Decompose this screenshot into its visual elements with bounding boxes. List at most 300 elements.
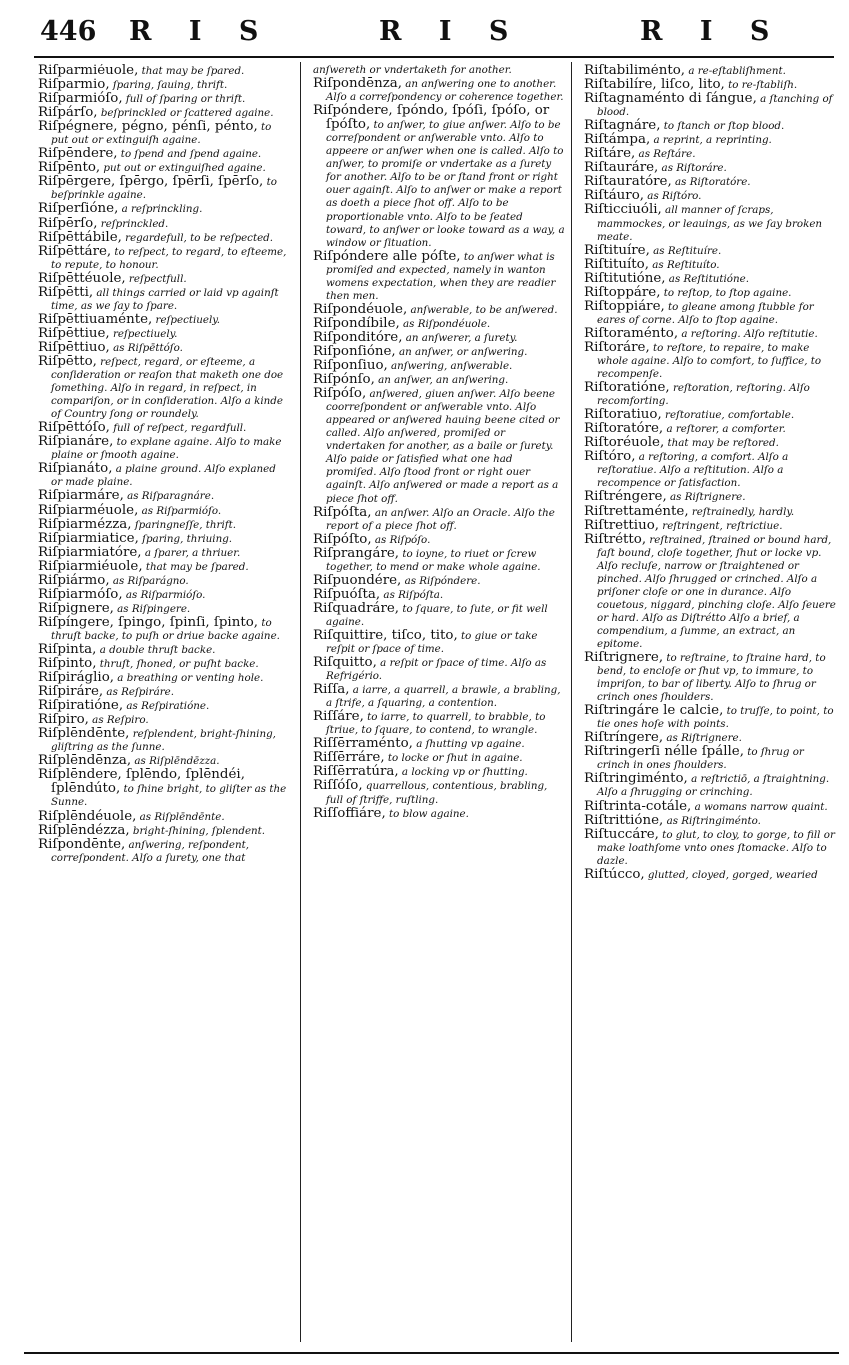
dictionary-entry bbox=[38, 643, 290, 657]
entry-headword: Riſpēttiue, bbox=[38, 325, 110, 341]
dictionary-entry bbox=[584, 422, 836, 436]
dictionary-entry bbox=[584, 189, 836, 203]
dictionary-entry bbox=[313, 533, 565, 547]
entry-definition: a reſtorer, a comforter. bbox=[663, 423, 786, 436]
entry-definition: reſtringent, reſtrictiue. bbox=[659, 519, 783, 532]
dictionary-entry bbox=[584, 175, 836, 189]
dictionary-entry bbox=[584, 868, 836, 882]
dictionary-entry bbox=[38, 272, 290, 286]
dictionary-entry bbox=[38, 824, 290, 838]
dictionary-entry bbox=[584, 490, 836, 504]
dictionary-entry bbox=[313, 345, 565, 359]
entry-headword: Riſtámpa, bbox=[584, 132, 651, 148]
entry-headword: Riſplēndéuole, bbox=[38, 808, 137, 824]
entry-headword: Riſprangáre, bbox=[313, 545, 400, 561]
dictionary-entry bbox=[38, 504, 290, 518]
entry-definition: reſtrained, ſtrained or bound hard, faſt bound, cloſe together, ſhut or locke vp. Alſo recluſe, narrow or ſtraightened or pinched. Alſo ſhrugged or crinched. Alſo a priſoner cloſe or one in durance. Alſo couetous, niggard, pinching cloſe. Alſo ſeuere or hard. Alſo as Diſtrétto Alſo a brief, a compendium, a ſumme, an extract, an epitome. bbox=[597, 533, 836, 650]
dictionary-entry bbox=[38, 574, 290, 588]
dictionary-entry bbox=[38, 435, 290, 462]
entry-definition: a double thruſt backe. bbox=[96, 643, 216, 656]
dictionary-entry bbox=[584, 519, 836, 533]
entry-definition: as Riſplēndēzza. bbox=[131, 755, 220, 768]
dictionary-entry bbox=[38, 245, 290, 272]
entry-headword: Riſpērgere, ſpērgo, ſpērſi, ſpērſo, bbox=[38, 174, 264, 190]
dictionary-entry bbox=[313, 104, 565, 250]
entry-headword: Riſſoffiáre, bbox=[313, 805, 386, 821]
dictionary-entry bbox=[584, 286, 836, 300]
entry-definition: to truſſe, to point, to tie ones hoſe with points. bbox=[597, 705, 834, 731]
entry-definition: full of reſpect, regardfull. bbox=[109, 422, 247, 435]
entry-definition: to ſhine bright, to gliſter as the Sunne. bbox=[51, 783, 287, 809]
entry-headword: Riſquittire, tiſco, tito, bbox=[313, 627, 458, 643]
entry-definition: as Reſtituíto. bbox=[648, 258, 720, 271]
dictionary-entry bbox=[584, 119, 836, 133]
entry-headword: Riſpinto, bbox=[38, 656, 97, 672]
entry-headword: Riſtringiménto, bbox=[584, 771, 688, 787]
entry-headword: Riſtáre, bbox=[584, 146, 636, 162]
dictionary-entry bbox=[584, 436, 836, 450]
entry-headword: Riſtoratióne, bbox=[584, 380, 670, 396]
entry-headword: Riſpuondére, bbox=[313, 572, 402, 588]
entry-definition: to ſpend and ſpend againe. bbox=[117, 148, 262, 161]
entry-definition: to glut, to cloy, to gorge, to fill or make loathſome vnto ones ſtomacke. Alſo to dazle. bbox=[597, 828, 835, 867]
header-rule bbox=[34, 56, 834, 58]
entry-headword: Riſtituíto, bbox=[584, 256, 649, 272]
dictionary-entry bbox=[313, 765, 565, 779]
entry-headword: Riſtoraménto, bbox=[584, 325, 679, 341]
entry-definition: to ſtanch or ſtop blood. bbox=[660, 120, 785, 133]
dictionary-entry bbox=[38, 838, 290, 865]
entry-headword: Riſpēttiuo, bbox=[38, 339, 110, 355]
dictionary-entry bbox=[38, 202, 290, 216]
footer-rule bbox=[24, 1352, 839, 1354]
entry-headword: Riſplēndēnte, bbox=[38, 726, 130, 742]
entry-definition: that may be ſpared. bbox=[138, 65, 245, 77]
dictionary-entry bbox=[584, 258, 836, 272]
entry-definition: an anſwer, an anſwering. bbox=[374, 374, 509, 387]
entry-definition: an anſwering one to another. Alſo a correſpondency or coherence together. bbox=[326, 78, 564, 104]
entry-headword: Riſſērráre, bbox=[313, 750, 385, 766]
entry-definition: a reſtrictiō, a ſtraightning. Alſo a ſhrugging or crinching. bbox=[597, 773, 830, 799]
entry-definition: to reſpect, to regard, to eſteeme, to repute, to honour. bbox=[51, 245, 287, 271]
dictionary-entry bbox=[38, 355, 290, 421]
entry-headword: Riſquadráre, bbox=[313, 600, 400, 616]
entry-headword: Riſparmiéuole, bbox=[38, 64, 139, 78]
entry-definition: that may be reſtored. bbox=[664, 437, 779, 450]
entry-definition: to beſprinkle againe. bbox=[51, 176, 277, 202]
entry-headword: Riſpiráre, bbox=[38, 684, 104, 700]
entry-definition: to explane againe. Alſo to make plaine or ſmooth againe. bbox=[51, 436, 282, 462]
entry-headword: Riſtúcco, bbox=[584, 866, 645, 882]
dictionary-entry bbox=[584, 651, 836, 704]
entry-headword: Riſtrignere, bbox=[584, 650, 664, 666]
dictionary-entry bbox=[38, 727, 290, 754]
running-headword-left: R I S bbox=[129, 16, 273, 47]
entry-definition: a ſtanching of blood. bbox=[597, 93, 833, 119]
dictionary-entry bbox=[313, 751, 565, 765]
entry-headword: Riſtoratiuo, bbox=[584, 407, 662, 423]
dictionary-entry bbox=[313, 77, 565, 104]
dictionary-entry bbox=[313, 807, 565, 821]
entry-definition: a ſparer, a thriuer. bbox=[141, 546, 241, 559]
entry-headword: Riſparmióſo, bbox=[38, 91, 123, 107]
entry-definition: a breathing or venting hole. bbox=[114, 672, 264, 685]
entry-headword: Riſpóndere, ſpóndo, ſpóſi, ſpóſo, or ſpóſto, bbox=[313, 103, 550, 133]
entry-headword: Riſpēttábile, bbox=[38, 229, 122, 245]
column-divider-1 bbox=[300, 62, 301, 1342]
dictionary-entry bbox=[313, 331, 565, 345]
dictionary-entry bbox=[38, 560, 290, 574]
entry-definition: to iarre, to quarrell, to brabble, to ſtriue, to ſquare, to contend, to wrangle. bbox=[326, 711, 546, 737]
entry-headword: Riſpinta, bbox=[38, 641, 97, 657]
entry-definition: reſprinckled. bbox=[97, 217, 169, 230]
entry-headword: Riſpiarmiéuole, bbox=[38, 558, 143, 574]
entry-headword: Riſplēndézza, bbox=[38, 822, 130, 838]
entry-definition: as Reſpiro. bbox=[88, 714, 149, 727]
dictionary-entry bbox=[584, 327, 836, 341]
entry-headword: Riſſóſo, bbox=[313, 778, 363, 794]
entry-definition: quarrellous, contentious, brabling, full of ſtriffe, ruſtling. bbox=[326, 780, 548, 806]
entry-definition: to re-ſtabliſh. bbox=[724, 79, 798, 92]
dictionary-entry bbox=[584, 64, 836, 78]
entry-definition: regardefull, to be reſpected. bbox=[121, 231, 274, 244]
entry-definition: bright-ſhining, ſplendent. bbox=[129, 824, 266, 837]
dictionary-entry bbox=[38, 713, 290, 727]
entry-headword: Riſpóndere alle póſte, bbox=[313, 248, 461, 264]
entry-headword: Riſtoráre, bbox=[584, 339, 650, 355]
entry-definition: ſparing, ſauing, thrift. bbox=[109, 79, 228, 92]
running-headword-center: R I S bbox=[379, 16, 523, 47]
entry-headword: Riſpuóſta, bbox=[313, 586, 381, 602]
entry-headword: Riſtabilíre, liſco, lito, bbox=[584, 77, 725, 93]
column-3 bbox=[584, 64, 836, 1350]
entry-definition: as Riſpóſta. bbox=[380, 588, 444, 601]
dictionary-entry bbox=[38, 768, 290, 809]
entry-definition: ſparing, thriuing. bbox=[138, 532, 233, 545]
dictionary-entry bbox=[313, 373, 565, 387]
entry-headword: Riſpégnere, pégno, pénſi, pénto, bbox=[38, 119, 258, 135]
entry-definition: a ſhutting vp againe. bbox=[412, 738, 525, 751]
dictionary-entry bbox=[313, 683, 565, 710]
dictionary-entry bbox=[38, 754, 290, 768]
dictionary-entry bbox=[313, 303, 565, 317]
entry-headword: Riſpárſo, bbox=[38, 105, 98, 121]
entry-definition: as Riſtrignere. bbox=[666, 491, 746, 504]
entry-definition: reſtrainedly, hardly. bbox=[688, 505, 795, 518]
entry-definition: as Riſpēttóſo. bbox=[109, 341, 183, 354]
entry-definition: a reſpit or ſpace of time. Alſo as Refrigério. bbox=[326, 657, 547, 683]
entry-definition: all manner of ſcraps, mammockes, or leauings, as we ſay broken meate. bbox=[597, 204, 823, 243]
entry-definition: to ſquare, to ſute, or fit well againe. bbox=[326, 602, 548, 628]
dictionary-entry bbox=[38, 161, 290, 175]
dictionary-entry bbox=[313, 737, 565, 751]
entry-definition: as Reſtituíre. bbox=[649, 244, 722, 257]
entry-definition: as Riſparmióſo. bbox=[122, 588, 206, 601]
entry-headword: Riſpēttóſo, bbox=[38, 420, 110, 436]
entry-headword: Riſpondíbile, bbox=[313, 315, 400, 331]
entry-headword: Riſtringerſi nélle ſpálle, bbox=[584, 744, 744, 760]
entry-definition: reſpectfull. bbox=[125, 272, 187, 285]
dictionary-entry bbox=[313, 317, 565, 331]
dictionary-entry bbox=[584, 341, 836, 381]
dictionary-entry bbox=[584, 772, 836, 799]
entry-definition: a reſprinckling. bbox=[118, 203, 203, 216]
dictionary-entry bbox=[38, 341, 290, 355]
entry-definition: to giue or take reſpit or ſpace of time. bbox=[326, 629, 538, 656]
entry-headword: Riſponſiuo, bbox=[313, 358, 388, 374]
entry-headword: Riſpóſto, bbox=[313, 531, 372, 547]
entry-headword: Riſpignere, bbox=[38, 600, 114, 616]
dictionary-entry bbox=[38, 616, 290, 643]
dictionary-entry bbox=[38, 699, 290, 713]
entry-definition: to anſwer, to giue anſwer. Alſo to be correſpondent or anſwerable vnto. Alſo to appeere or anſwer when one is called. Alſo to anſwer, to promiſe or vndertake as a ſurety for another. Alſo to be or ſtand front or right ouer againſt. Alſo to anſwer or make a report as doeth a piece ſhot off. Alſo to be proportionable vnto. Alſo to be ſeated toward, to anſwer or looke toward as a way, a window or ſituation. bbox=[326, 119, 565, 249]
dictionary-entry bbox=[313, 779, 565, 806]
dictionary-entry bbox=[38, 602, 290, 616]
entry-definition: to gleane among ſtubble for eares of corne. Alſo to ſtop againe. bbox=[597, 300, 814, 326]
entry-headword: Riſpēnto, bbox=[38, 160, 101, 176]
entry-definition: anſwered, giuen anſwer. Alſo beene coorreſpondent or anſwerable vnto. Alſo appeared or anſwered hauing beene cited or called. Alſo anſwered, promiſed or vndertaken for another, as a baile or ſurety. Alſo paide or ſatisfied what one had promiſed. Alſo ſtood front or right ouer againſt. Alſo anſwered or made a report as a piece ſhot off. bbox=[326, 388, 560, 505]
entry-headword: Riſpianáto, bbox=[38, 461, 113, 477]
dictionary-entry bbox=[584, 731, 836, 745]
entry-definition: reſpectiuely. bbox=[109, 327, 178, 340]
dictionary-entry bbox=[313, 629, 565, 656]
entry-headword: Riſplēndēnza, bbox=[38, 753, 132, 769]
dictionary-entry bbox=[38, 462, 290, 489]
dictionary-entry bbox=[38, 313, 290, 327]
dictionary-entry bbox=[38, 175, 290, 202]
entry-headword: Riſpóſta, bbox=[313, 504, 372, 520]
entry-definition: to anſwer what is promiſed and expected, namely in wanton womens expectation, when they are readier then men. bbox=[326, 250, 556, 302]
dictionary-entry bbox=[584, 244, 836, 258]
dictionary-entry bbox=[313, 602, 565, 629]
entry-headword: Riſtauráre, bbox=[584, 160, 659, 176]
entry-definition: as Reſpiráre. bbox=[103, 686, 175, 699]
entry-headword: Riſpēttiuaménte, bbox=[38, 311, 153, 327]
entry-headword: Riſplēndere, ſplēndo, ſplēndéi, ſplēndúto, bbox=[38, 767, 245, 797]
dictionary-entry bbox=[584, 381, 836, 408]
entry-definition: to ioyne, to riuet or ſcrew together, to mend or make whole againe. bbox=[326, 547, 541, 573]
dictionary-entry bbox=[38, 92, 290, 106]
entry-headword: Riſpondéuole, bbox=[313, 301, 408, 317]
entry-definition: as Reſtitutióne. bbox=[665, 272, 749, 285]
dictionary-entry bbox=[584, 450, 836, 490]
entry-definition: reſtoratiue, comfortable. bbox=[661, 409, 795, 422]
entry-headword: Riſtoppiáre, bbox=[584, 298, 665, 314]
entry-definition: as Riſparágno. bbox=[109, 574, 189, 587]
entry-definition: a iarre, a quarrell, a brawle, a brabling, a ſtrife, a ſquaring, a contention. bbox=[326, 684, 561, 710]
entry-headword: Riſtoppáre, bbox=[584, 284, 661, 300]
entry-headword: Riſtoréuole, bbox=[584, 435, 665, 451]
dictionary-entry bbox=[38, 327, 290, 341]
entry-definition: reſtoration, reſtoring. Alſo recomforting. bbox=[597, 382, 810, 408]
entry-headword: Riſſērratúra, bbox=[313, 764, 399, 780]
entry-headword: Riſticciuóli, bbox=[584, 202, 662, 218]
dictionary-entry bbox=[38, 518, 290, 532]
entry-headword: Riſquitto, bbox=[313, 655, 377, 671]
dictionary-entry bbox=[38, 810, 290, 824]
entry-headword: Riſpēttáre, bbox=[38, 243, 112, 259]
entry-headword: Riſpiro, bbox=[38, 712, 89, 728]
entry-headword: Riſpiráglio, bbox=[38, 670, 115, 686]
entry-definition: thruſt, ſhoned, or puſht backe. bbox=[96, 658, 259, 671]
column-divider-2 bbox=[571, 62, 572, 1342]
entry-definition: reſplendent, bright-ſhining, gliſtring as the ſunne. bbox=[51, 728, 276, 754]
entry-headword: Riſtuccáre, bbox=[584, 826, 659, 842]
entry-definition: as Riſpóndere. bbox=[401, 574, 481, 587]
entry-headword: Riſpiarméuole, bbox=[38, 502, 139, 518]
entry-definition: to reſtore, to repaire, to make whole againe. Alſo to comfort, to ſuffice, to recompenſe. bbox=[597, 341, 822, 381]
entry-definition: glutted, cloyed, gorged, wearied bbox=[644, 868, 818, 881]
entry-headword: Riſſa, bbox=[313, 682, 350, 698]
entry-definition: as Reſtáre. bbox=[635, 148, 696, 161]
entry-headword: Riſpiarmóſo, bbox=[38, 586, 123, 602]
entry-headword: Riſpiarmiatice, bbox=[38, 530, 139, 546]
dictionary-entry bbox=[313, 710, 565, 737]
dictionary-entry bbox=[584, 161, 836, 175]
running-headword-right: R I S bbox=[640, 16, 784, 47]
column-1 bbox=[38, 64, 290, 1350]
entry-definition: a re-eſtabliſhment. bbox=[685, 65, 786, 77]
dictionary-entry bbox=[584, 133, 836, 147]
dictionary-entry bbox=[38, 106, 290, 120]
dictionary-entry bbox=[38, 489, 290, 503]
dictionary-entry bbox=[584, 203, 836, 243]
entry-definition: as Riſparmióſo. bbox=[138, 504, 222, 517]
entry-headword: Riſpiarmáre, bbox=[38, 488, 124, 504]
entry-headword: Riſponditóre, bbox=[313, 329, 403, 345]
entry-headword: Riſperſióne, bbox=[38, 201, 119, 217]
entry-headword: Riſtrinta-cotále, bbox=[584, 798, 692, 814]
entry-definition: to locke or ſhut in againe. bbox=[384, 752, 523, 765]
entry-headword: Riſpóſo, bbox=[313, 386, 367, 402]
entry-headword: Riſpiratióne, bbox=[38, 698, 124, 714]
dictionary-entry bbox=[38, 685, 290, 699]
dictionary-entry bbox=[313, 506, 565, 533]
entry-headword: Riſparmio, bbox=[38, 77, 110, 93]
entry-headword: Riſtríngere, bbox=[584, 730, 664, 746]
entry-definition: to put out or extinguiſh againe. bbox=[51, 121, 272, 147]
dictionary-entry bbox=[584, 704, 836, 731]
entry-definition: reſpect, regard, or eſteeme, a conſideration or reaſon that maketh one doe ſomething. Alſo in regard, in reſpect, in compariſon, or in conſideration. Alſo a kinde of Country ſong or roundely. bbox=[51, 355, 284, 421]
entry-headword: Riſtrittióne, bbox=[584, 812, 664, 828]
entry-headword: Riſpētto, bbox=[38, 353, 97, 369]
entry-definition: as Riſplēndēnte. bbox=[136, 810, 225, 823]
dictionary-entry bbox=[38, 78, 290, 92]
entry-definition: full of ſparing or thrift. bbox=[122, 93, 246, 106]
dictionary-entry bbox=[38, 64, 290, 78]
dictionary-entry bbox=[584, 800, 836, 814]
entry-headword: Riſpondēnte, bbox=[38, 836, 126, 852]
entry-headword: Riſtrettaménte, bbox=[584, 503, 689, 519]
page-header bbox=[34, 10, 834, 54]
entry-definition: to reſtraine, to ſtraine hard, to bend, to encloſe or ſhut vp, to immure, to impriſon, to bar of liberty. Alſo to ſhrug or crinch ones ſhoulders. bbox=[597, 652, 826, 704]
entry-headword: Riſtitutióne, bbox=[584, 270, 666, 286]
entry-headword: Riſtauratóre, bbox=[584, 174, 672, 190]
dictionary-entry bbox=[38, 231, 290, 245]
dictionary-entry bbox=[584, 533, 836, 651]
entry-definition: put out or extinguiſhed againe. bbox=[100, 162, 266, 175]
entry-definition: as Riſtóro. bbox=[644, 190, 702, 203]
dictionary-entry bbox=[584, 92, 836, 119]
entry-definition: anſwering, anſwerable. bbox=[387, 360, 513, 373]
dictionary-entry bbox=[313, 656, 565, 683]
entry-headword: Riſpiármo, bbox=[38, 572, 110, 588]
entry-definition: all things carried or laid vp againſt time, as we ſay to ſpare. bbox=[51, 286, 279, 312]
dictionary-entry bbox=[38, 147, 290, 161]
dictionary-entry bbox=[38, 588, 290, 602]
entry-headword: Riſtabiliménto, bbox=[584, 64, 686, 78]
entry-definition: as Reſpiratióne. bbox=[123, 700, 210, 713]
entry-headword: Riſtrétto, bbox=[584, 531, 647, 547]
entry-definition: reſpectiuely. bbox=[152, 313, 221, 326]
entry-definition: beſprinckled or ſcattered againe. bbox=[97, 107, 274, 120]
entry-headword: Riſtréngere, bbox=[584, 489, 667, 505]
entry-headword: Riſtoratóre, bbox=[584, 421, 664, 437]
column-2 bbox=[313, 64, 565, 1350]
entry-headword: Riſtóro, bbox=[584, 449, 636, 465]
dictionary-entry bbox=[584, 505, 836, 519]
entry-headword: Riſpēttéuole, bbox=[38, 270, 126, 286]
entry-definition: as Riſpingere. bbox=[113, 602, 191, 615]
entry-definition: a reprint, a reprinting. bbox=[650, 134, 772, 147]
dictionary-entry bbox=[38, 120, 290, 147]
entry-definition: to blow againe. bbox=[385, 807, 469, 820]
dictionary-entry bbox=[584, 828, 836, 868]
dictionary-entry bbox=[584, 745, 836, 772]
entry-headword: Riſpianáre, bbox=[38, 434, 114, 450]
dictionary-entry bbox=[584, 408, 836, 422]
page-number: 446 bbox=[40, 16, 97, 47]
entry-definition: a reſtoring, a comfort. Alſo a reſtoratiue. Alſo a reſtitution. Alſo a recompence or ſatisfaction. bbox=[597, 451, 789, 490]
entry-definition: a womans narrow quaint. bbox=[691, 800, 828, 813]
entry-headword: Riſſáre, bbox=[313, 709, 364, 725]
dictionary-entry bbox=[38, 286, 290, 313]
entry-definition: anſwerable, to be anſwered. bbox=[407, 303, 558, 316]
entry-definition: to thruſt backe, to puſh or driue backe againe. bbox=[51, 616, 280, 642]
entry-definition: that may be ſpared. bbox=[142, 560, 249, 573]
entry-definition: a plaine ground. Alſo explaned or made plaine. bbox=[51, 463, 276, 489]
entry-definition: as Riſtringiménto. bbox=[663, 814, 761, 827]
entry-headword: Riſpíngere, ſpingo, ſpinſi, ſpinto, bbox=[38, 614, 259, 630]
dictionary-entry bbox=[313, 359, 565, 373]
entry-definition: to ſhrug or crinch in ones ſhoulders. bbox=[597, 746, 804, 772]
dictionary-entry bbox=[38, 546, 290, 560]
entry-headword: Riſpēndere, bbox=[38, 146, 118, 162]
dictionary-entry bbox=[584, 300, 836, 327]
dictionary-entry bbox=[584, 272, 836, 286]
entry-headword: Riſſērraménto, bbox=[313, 736, 413, 752]
dictionary-entry bbox=[38, 671, 290, 685]
entry-headword: Riſponſióne, bbox=[313, 343, 396, 359]
entry-headword: Riſtáuro, bbox=[584, 188, 645, 204]
entry-definition: as Riſpondéuole. bbox=[399, 317, 491, 330]
dictionary-entry bbox=[584, 78, 836, 92]
entry-definition: an anſwer, or anſwering. bbox=[395, 345, 528, 358]
entry-headword: Riſtituíre, bbox=[584, 242, 650, 258]
entry-definition: a locking vp or ſhutting. bbox=[398, 766, 528, 779]
entry-headword: Riſtagnaménto di ſángue, bbox=[584, 91, 757, 107]
entry-headword: Riſpiarmiatóre, bbox=[38, 544, 142, 560]
dictionary-entry bbox=[38, 421, 290, 435]
entry-headword: Riſpērſo, bbox=[38, 215, 98, 231]
entry-definition: to reſtop, to ſtop againe. bbox=[660, 286, 792, 299]
entry-headword: Riſtagnáre, bbox=[584, 118, 661, 134]
entry-definition: an anſwer. Alſo an Oracle. Alſo the report of a piece ſhot off. bbox=[326, 506, 555, 532]
dictionary-entry bbox=[584, 147, 836, 161]
entry-definition: anſwering, reſpondent, correſpondent. Alſo a ſurety, one that bbox=[51, 838, 249, 864]
entry-definition: an anſwerer, a ſurety. bbox=[402, 331, 518, 344]
entry-definition: as Riſparagnáre. bbox=[123, 490, 215, 503]
